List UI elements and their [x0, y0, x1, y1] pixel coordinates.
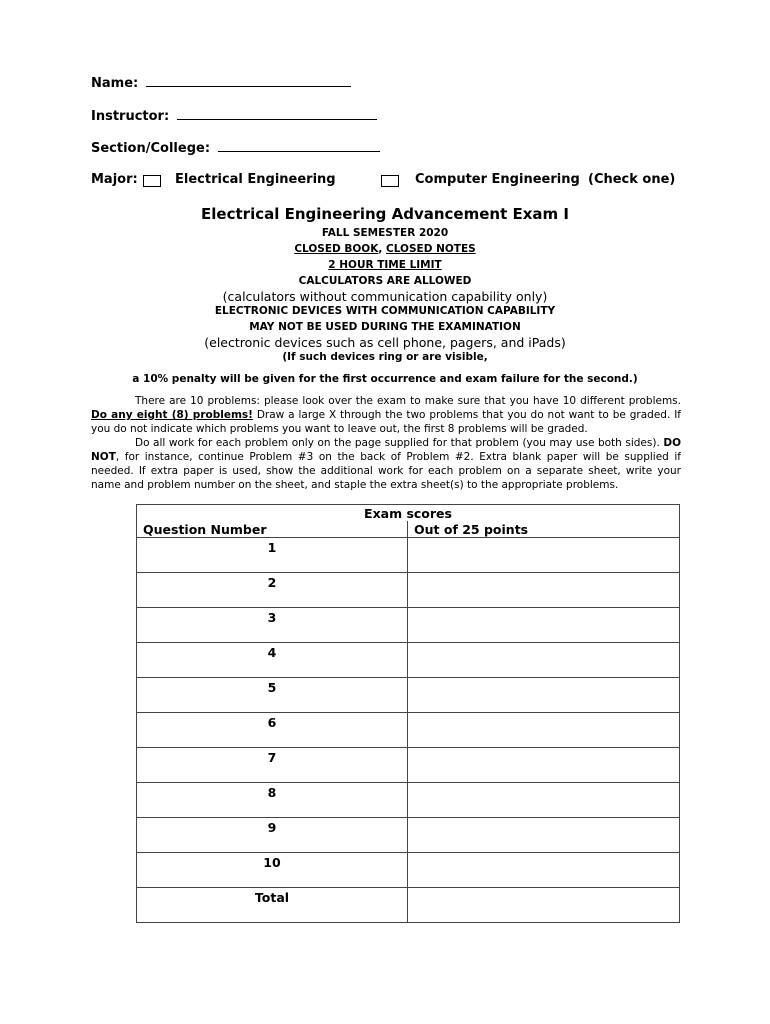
table-row: 8	[137, 783, 680, 818]
total-row: Total	[137, 888, 680, 923]
score-cell[interactable]	[408, 783, 680, 818]
electronic-devices-1: ELECTRONIC DEVICES WITH COMMUNICATION CAPABILITY	[214, 305, 556, 317]
ring-note: (If such devices ring or are visible,	[282, 351, 488, 363]
table-row: 7	[137, 748, 680, 783]
name-blank[interactable]	[146, 74, 351, 87]
instructions-p2: Do all work for each problem only on the page supplied for that problem (you may use both sides). DO NOT, for instance, continue Problem #3 on the back of Problem #2. Extra blank paper will be supplied if needed. If extra paper is used, show the additional work for each problem on a separate sheet, write your name and problem number on the sheet, and staple the extra sheet(s) to the appropriate problems.	[91, 437, 682, 491]
table-row: 10	[137, 853, 680, 888]
ee-option-label: Electrical Engineering	[175, 172, 336, 187]
closed-book-line	[0, 243, 770, 255]
ee-checkbox[interactable]	[143, 175, 161, 187]
ce-option-label: Computer Engineering	[415, 172, 580, 187]
comma: ,	[378, 243, 387, 255]
penalty-note: a 10% penalty will be given for the first occurrence and exam failure for the second.)	[132, 373, 638, 385]
question-number-header: Question Number	[137, 521, 408, 538]
time-limit: 2 HOUR TIME LIMIT	[328, 259, 442, 271]
closed-book: CLOSED BOOK	[294, 243, 379, 255]
electronic-devices-2: MAY NOT BE USED DURING THE EXAMINATION	[249, 321, 521, 333]
check-one-note: (Check one)	[588, 172, 676, 187]
score-cell[interactable]	[408, 678, 680, 713]
semester: FALL SEMESTER 2020	[321, 227, 449, 239]
table-row: 2	[137, 573, 680, 608]
section-blank[interactable]	[218, 139, 380, 152]
name-label: Name:	[91, 76, 139, 91]
closed-notes: CLOSED NOTES	[386, 243, 476, 255]
total-score-cell[interactable]	[408, 888, 680, 923]
points-header: Out of 25 points	[408, 521, 680, 538]
name-field	[91, 74, 351, 91]
scores-caption: Exam scores	[137, 505, 680, 522]
instructions	[91, 394, 681, 492]
table-row: 9	[137, 818, 680, 853]
major-label: Major:	[91, 172, 138, 187]
major-field	[91, 172, 138, 187]
instructor-blank[interactable]	[177, 107, 377, 120]
section-label: Section/College:	[91, 141, 211, 156]
section-field	[91, 139, 380, 156]
instructions-p1: There are 10 problems: please look over the exam to make sure that you have 10 different problems. Do any eight (8) problems! Draw a large X through the two problems that you do not want to be graded. If you do not indicate which problems you want to leave out, the first 8 problems will be graded.	[91, 395, 681, 435]
table-row: 1	[137, 538, 680, 573]
score-cell[interactable]	[408, 713, 680, 748]
exam-title: Electrical Engineering Advancement Exam I	[201, 205, 569, 223]
do-eight-emphasis: Do any eight (8) problems!	[91, 409, 253, 421]
score-cell[interactable]	[408, 643, 680, 678]
score-cell[interactable]	[408, 608, 680, 643]
instructor-label: Instructor:	[91, 109, 170, 124]
score-cell[interactable]	[408, 748, 680, 783]
table-row: 4	[137, 643, 680, 678]
score-cell[interactable]	[408, 538, 680, 573]
table-row: 6	[137, 713, 680, 748]
scores-table	[136, 504, 680, 923]
do-not-emphasis: DO NOT	[91, 437, 682, 463]
calculators: CALCULATORS ARE ALLOWED	[298, 275, 472, 287]
electronic-devices-note: (electronic devices such as cell phone, pagers, and iPads)	[204, 335, 566, 350]
score-cell[interactable]	[408, 573, 680, 608]
score-cell[interactable]	[408, 853, 680, 888]
table-row: 5	[137, 678, 680, 713]
table-row: 3	[137, 608, 680, 643]
ce-checkbox[interactable]	[381, 175, 399, 187]
instructor-field	[91, 107, 377, 124]
calculators-note: (calculators without communication capability only)	[222, 289, 548, 304]
score-cell[interactable]	[408, 818, 680, 853]
